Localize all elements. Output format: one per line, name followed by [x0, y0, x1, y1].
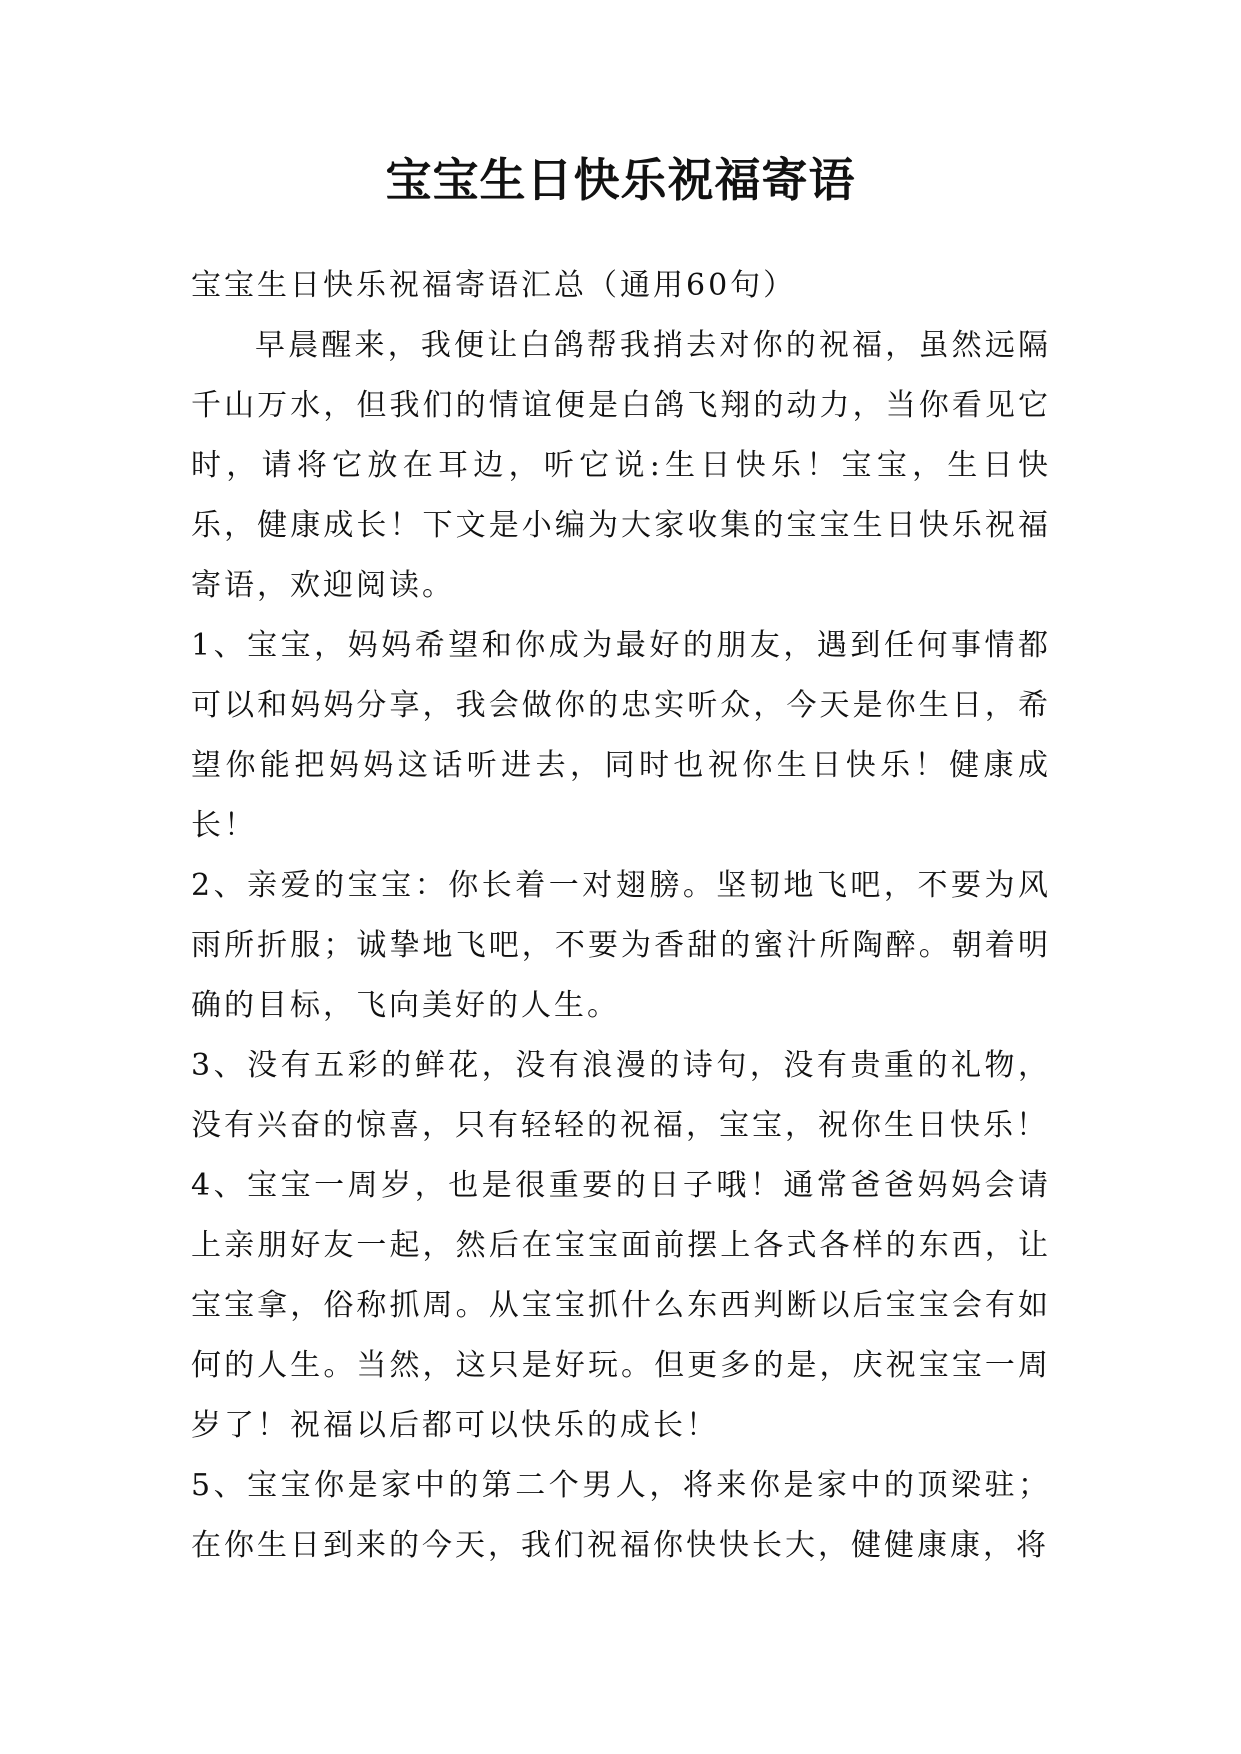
- document-title: 宝宝生日快乐祝福寄语: [385, 153, 856, 207]
- list-item: 2、亲爱的宝宝：你长着一对翅膀。坚韧地飞吧，不要为风雨所折服；诚挚地飞吧，不要为香甜的蜜汁所陶醉。朝着明确的目标，飞向美好的人生。: [191, 868, 1051, 1023]
- document-body: [191, 256, 1051, 1576]
- list-item: 4、宝宝一周岁，也是很重要的日子哦！通常爸爸妈妈会请上亲朋好友一起，然后在宝宝面前摆上各式各样的东西，让宝宝拿，俗称抓周。从宝宝抓什么东西判断以后宝宝会有如何的人生。当然，这只是好玩。但更多的是，庆祝宝宝一周岁了！祝福以后都可以快乐的成长！: [191, 1168, 1051, 1443]
- intro-paragraph: 早晨醒来，我便让白鸽帮我捎去对你的祝福，虽然远隔千山万水，但我们的情谊便是白鸽飞翔的动力，当你看见它时，请将它放在耳边，听它说:生日快乐！宝宝，生日快乐，健康成长！下文是小编为大家收集的宝宝生日快乐祝福寄语，欢迎阅读。: [191, 328, 1051, 603]
- list-item: 5、宝宝你是家中的第二个男人，将来你是家中的顶梁驻；在你生日到来的今天，我们祝福你快快长大，健健康康，将: [191, 1468, 1051, 1563]
- document-subtitle: 宝宝生日快乐祝福寄语汇总（通用60句）: [191, 268, 797, 303]
- list-item: 1、宝宝，妈妈希望和你成为最好的朋友，遇到任何事情都可以和妈妈分享，我会做你的忠实听众，今天是你生日，希望你能把妈妈这话听进去，同时也祝你生日快乐！健康成长！: [191, 628, 1051, 843]
- list-item: 3、没有五彩的鲜花，没有浪漫的诗句，没有贵重的礼物，没有兴奋的惊喜，只有轻轻的祝福，宝宝，祝你生日快乐！: [191, 1048, 1051, 1143]
